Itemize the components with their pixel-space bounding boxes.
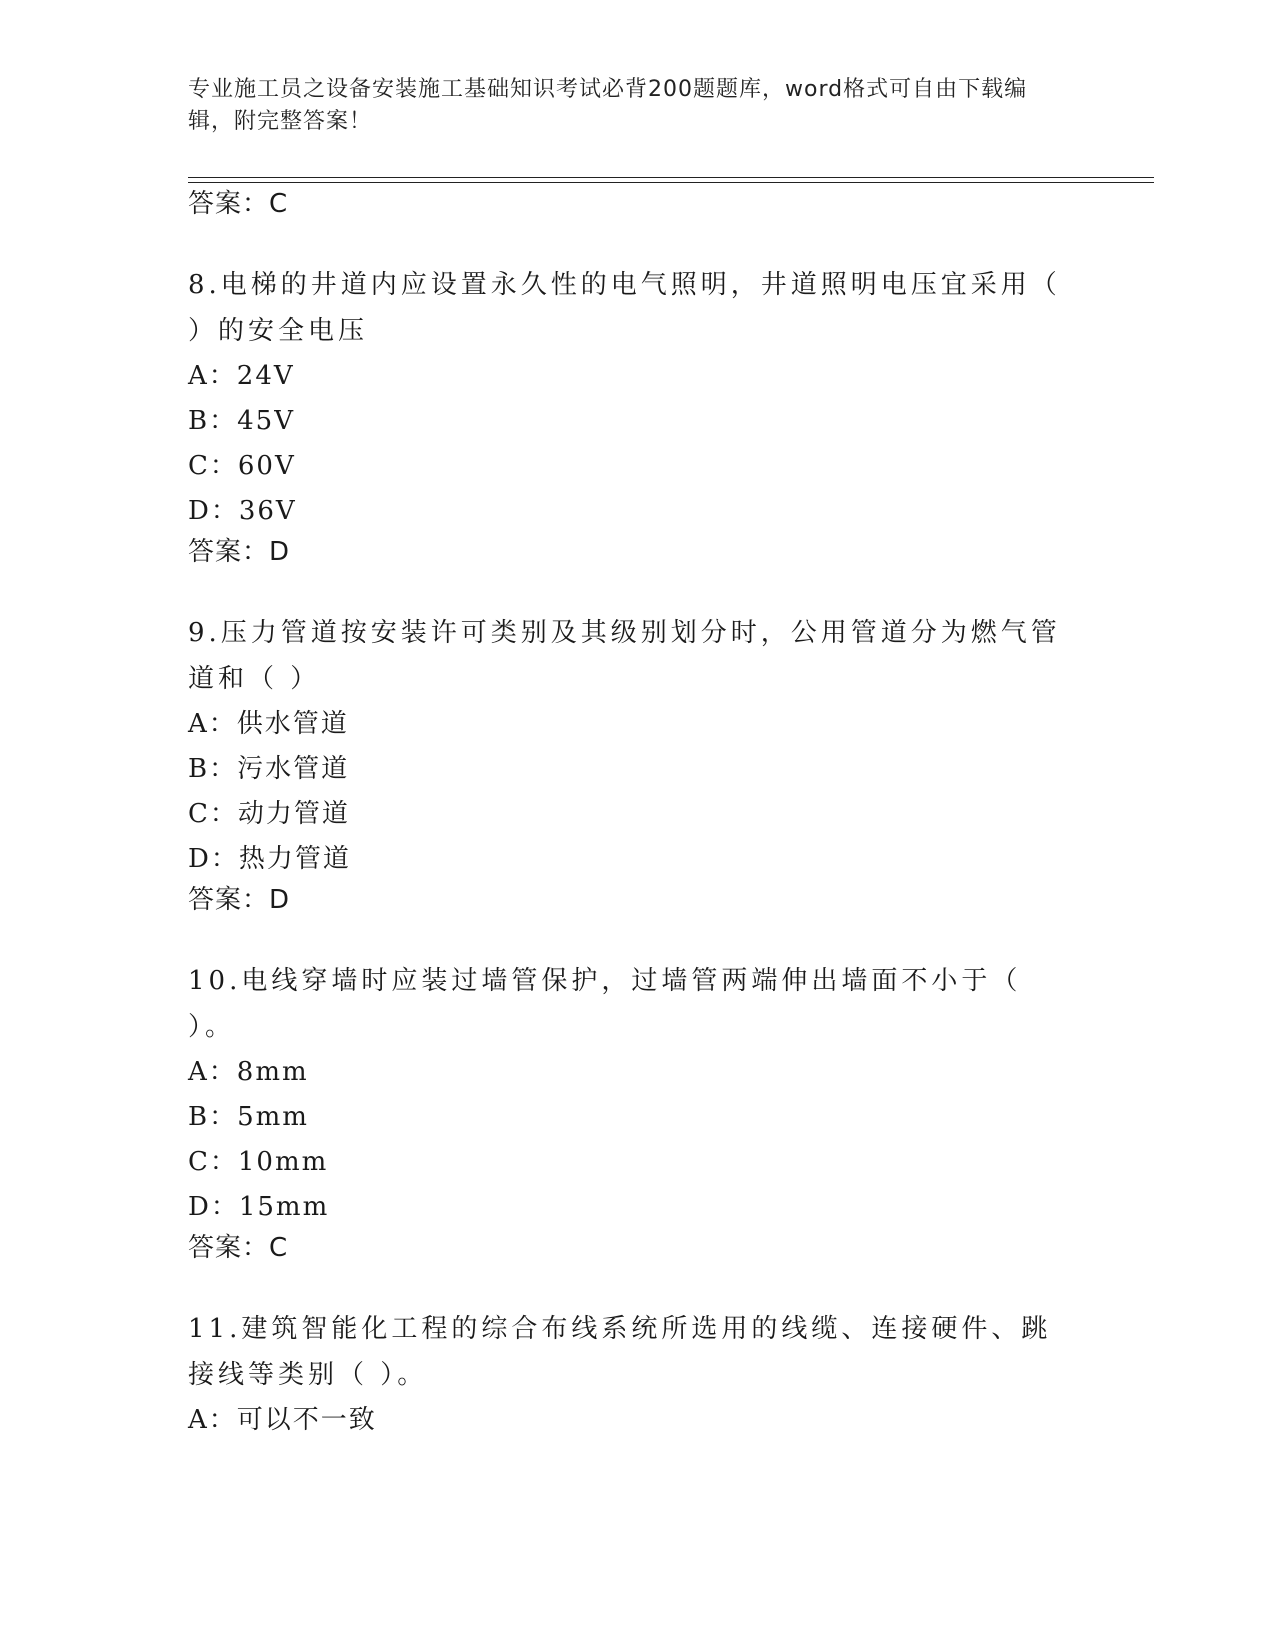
- option-b: B：5mm: [188, 1102, 309, 1132]
- answer-line: 答案：C: [188, 1233, 289, 1263]
- option-d: D：15mm: [188, 1192, 330, 1222]
- option-b: B：45V: [188, 406, 295, 436]
- answer-line: 答案：D: [188, 537, 291, 567]
- header-divider-top: [188, 177, 1154, 178]
- option-d: D：热力管道: [188, 844, 351, 874]
- question-text: 11.建筑智能化工程的综合布线系统所选用的线缆、连接硬件、跳接线等类别（ ）。: [188, 1314, 1052, 1390]
- question-item-11: [188, 1306, 1068, 1443]
- option-a: A：供水管道: [188, 709, 349, 739]
- answer-line: 答案：C: [188, 189, 289, 219]
- option-c: C：60V: [188, 451, 296, 481]
- question-text: 8.电梯的井道内应设置永久性的电气照明，井道照明电压宜采用（ ）的安全电压: [188, 270, 1061, 346]
- option-c: C：动力管道: [188, 799, 350, 829]
- answer-line: 答案：D: [188, 885, 291, 915]
- option-a: A：可以不一致: [188, 1405, 377, 1435]
- option-a: A：24V: [188, 361, 295, 391]
- question-text: 10.电线穿墙时应装过墙管保护，过墙管两端伸出墙面不小于（ ）。: [188, 966, 1022, 1042]
- question-item-8: [188, 262, 1068, 580]
- question-text: 9.压力管道按安装许可类别及其级别划分时，公用管道分为燃气管道和（ ）: [188, 618, 1061, 694]
- option-b: B：污水管道: [188, 754, 350, 784]
- header-divider-bottom: [188, 182, 1154, 183]
- document-header: 专业施工员之设备安装施工基础知识考试必背200题题库，word格式可自由下载编辑，附完整答案！: [188, 77, 1028, 134]
- option-a: A：8mm: [188, 1057, 309, 1087]
- option-c: C：10mm: [188, 1147, 329, 1177]
- option-d: D：36V: [188, 496, 297, 526]
- question-list: [188, 186, 1068, 1443]
- question-item-9: [188, 610, 1068, 928]
- question-item-10: [188, 958, 1068, 1276]
